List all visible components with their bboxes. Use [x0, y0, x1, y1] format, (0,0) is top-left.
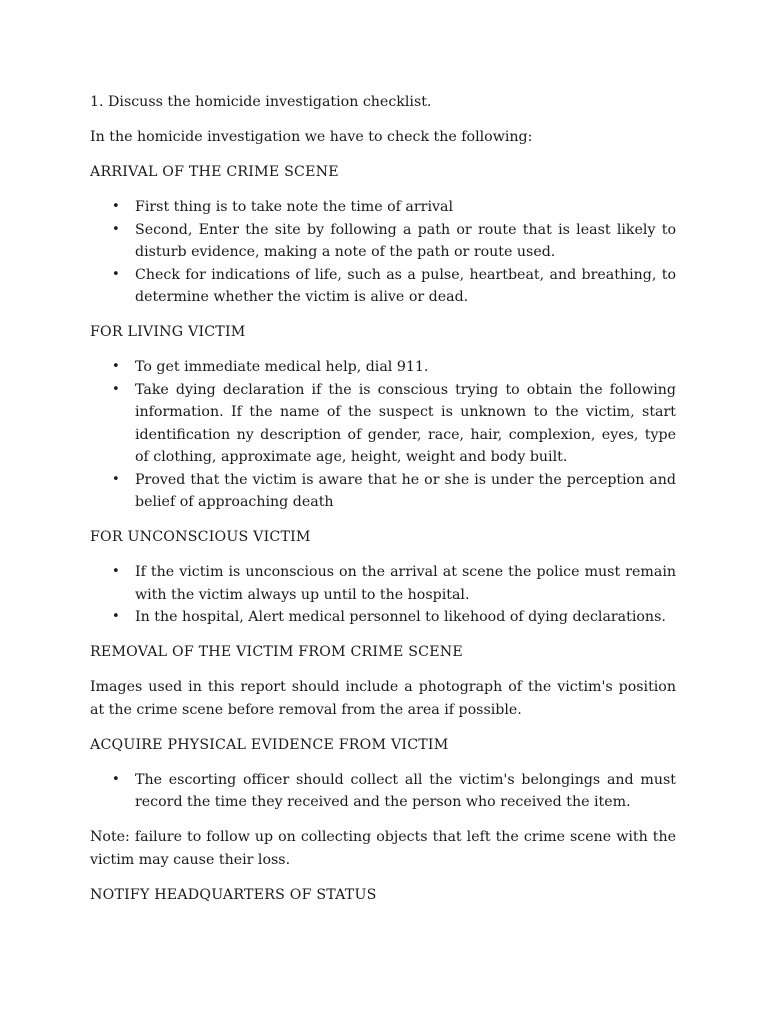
list-item	[90, 379, 676, 469]
list-item	[90, 469, 676, 514]
intro-paragraph: In the homicide investigation we have to check the following:	[90, 129, 533, 145]
list-item	[90, 769, 676, 814]
list-item-text: Take dying declaration if the is conscious trying to obtain the following information. If the name of the suspect is unknown to the victim, start identification ny description of gender, race, hair, complexion, eyes, type of clothing, approximate age, height, weight and body built.	[135, 381, 676, 465]
bullet-icon: •	[112, 266, 120, 282]
list-item-text: To get immediate medical help, dial 911.	[135, 359, 429, 375]
arrival-list	[90, 196, 676, 309]
removal-paragraph: Images used in this report should include a photograph of the victim's position at the crime scene before removal from the area if possible.	[90, 679, 676, 718]
evidence-note: Note: failure to follow up on collecting objects that left the crime scene with the victim may cause their loss.	[90, 829, 676, 868]
question-title: 1. Discuss the homicide investigation checklist.	[90, 94, 432, 110]
list-item	[90, 356, 676, 379]
list-item	[90, 606, 676, 629]
bullet-icon: •	[112, 381, 120, 397]
bullet-icon: •	[112, 359, 120, 374]
list-item	[90, 196, 676, 219]
bullet-icon: •	[112, 199, 120, 214]
list-item-text: The escorting officer should collect all the victim's belongings and must record the time they received and the person who received the item.	[135, 771, 676, 810]
list-item-text: Proved that the victim is aware that he or she is under the perception and belief of approaching death	[135, 471, 676, 510]
list-item	[90, 219, 676, 264]
list-item-text: In the hospital, Alert medical personnel to likehood of dying declarations.	[135, 609, 666, 625]
section-heading-unconscious-victim: FOR UNCONSCIOUS VICTIM	[90, 529, 311, 545]
document-body	[90, 91, 676, 919]
unconscious-victim-list	[90, 561, 676, 629]
bullet-icon: •	[112, 221, 120, 237]
list-item	[90, 561, 676, 606]
list-item-text: Check for indications of life, such as a pulse, heartbeat, and breathing, to determine whether the victim is alive or dead.	[135, 266, 676, 305]
bullet-icon: •	[112, 771, 120, 787]
section-heading-arrival: ARRIVAL OF THE CRIME SCENE	[90, 164, 339, 180]
section-heading-living-victim: FOR LIVING VICTIM	[90, 324, 246, 340]
section-heading-notify: NOTIFY HEADQUARTERS OF STATUS	[90, 886, 377, 903]
section-heading-evidence: ACQUIRE PHYSICAL EVIDENCE FROM VICTIM	[90, 736, 449, 753]
evidence-list	[90, 769, 676, 814]
bullet-icon: •	[112, 471, 120, 487]
bullet-icon: •	[112, 609, 120, 624]
bullet-icon: •	[112, 564, 120, 579]
living-victim-list	[90, 356, 676, 514]
list-item-text: Second, Enter the site by following a path or route that is least likely to disturb evidence, making a note of the path or route used.	[135, 221, 676, 260]
list-item-text: If the victim is unconscious on the arrival at scene the police must remain with the victim always up until to the hospital.	[135, 564, 676, 603]
list-item	[90, 264, 676, 309]
section-heading-removal: REMOVAL OF THE VICTIM FROM CRIME SCENE	[90, 644, 463, 660]
list-item-text: First thing is to take note the time of arrival	[135, 199, 454, 215]
